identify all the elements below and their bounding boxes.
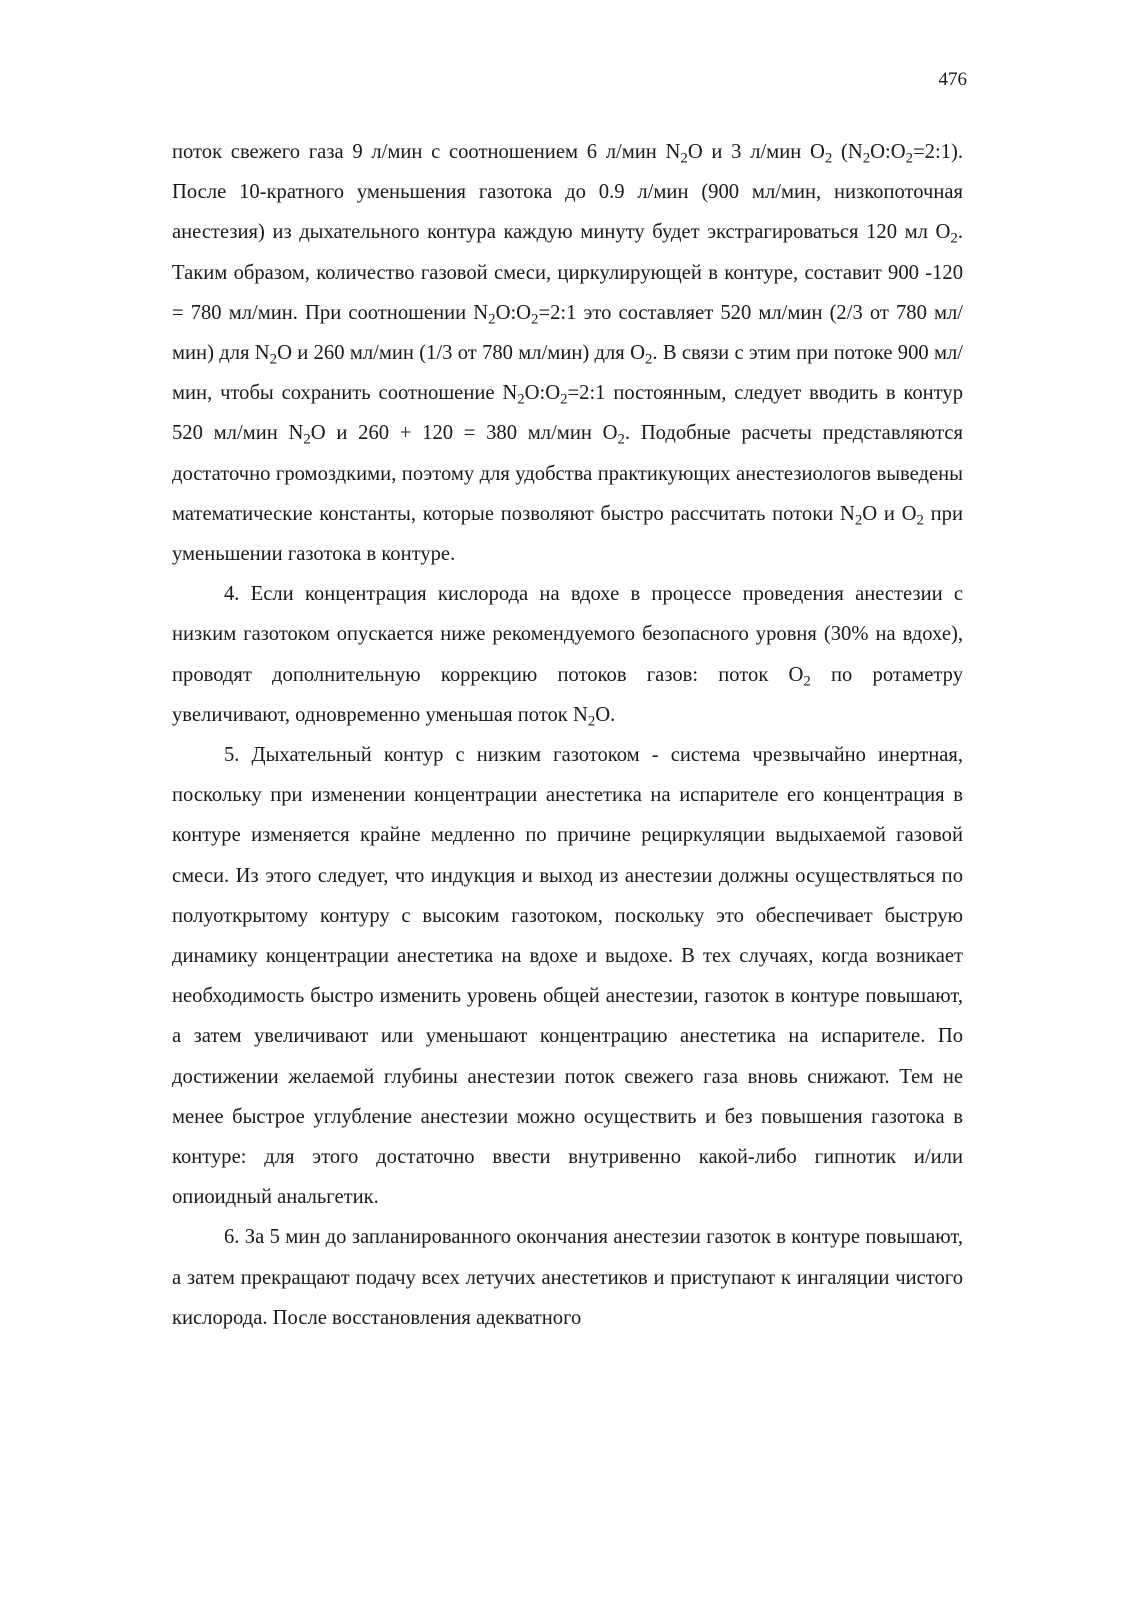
paragraph-gas-flow-calculation <box>172 132 963 574</box>
subscript-text: 2 <box>680 150 688 167</box>
text-run: O и O <box>862 502 917 525</box>
text-run: O:O <box>495 301 532 324</box>
text-run: 5. Дыхательный контур с низким газотоком - система чрезвычайно инертная, поскольку при изменении концентрации анестетика на испарителе его концентрация в контуре изменяется крайне медленно по причине рециркуляции выдыхаемой газовой смеси. Из этого следует, что индукция и выход из анестезии должны осуществляться по полуоткрытому контуру с высоким газотоком, поскольку это обеспечивает быструю динамику концентрации анестетика на вдохе и выдохе. В тех случаях, когда возникает необходимость быстро изменить уровень общей анестезии, газоток в контуре повышают, а затем увеличивают или уменьшают концентрацию анестетика на испарителе. По достижении желаемой глубины анестезии поток свежего газа вновь снижают. Тем не менее быстрое углубление анестезии можно осуществить и без повышения газотока в контуре: для этого достаточно ввести внутривенно какой-либо гипнотик и/или опиоидный анальгетик. <box>172 744 963 1209</box>
text-run: O и 260 + 120 = 380 мл/мин O <box>310 422 618 445</box>
page-number: 476 <box>938 69 967 90</box>
subscript-text: 2 <box>531 311 539 328</box>
text-run: O. <box>595 703 616 726</box>
text-run: . Таким образом, количество газовой смеси, циркулирующей в контуре, составит 900 -120 = 780 мл/мин. При соотношении N <box>172 221 963 324</box>
text-run: по ротаметру увеличивают, одновременно уменьшая поток N <box>172 663 963 726</box>
text-run: . В связи с этим при потоке 900 мл/мин, чтобы сохранить соотношение N <box>172 342 964 405</box>
subscript-text: 2 <box>916 512 924 529</box>
subscript-text: 2 <box>950 230 958 247</box>
subscript-text: 2 <box>303 431 311 448</box>
subscript-text: 2 <box>644 351 653 368</box>
text-run: O:O <box>524 382 561 405</box>
text-run: =2:1 постоянным, следует вводить в контур 520 мл/мин N <box>172 382 963 445</box>
paragraph-item-4-oxygen-correction <box>172 574 963 735</box>
text-run: O и 3 л/мин O <box>687 141 825 163</box>
text-run: . Подобные расчеты представляются достаточно громоздкими, поэтому для удобства практикующих анестезиологов выведены математические константы, которые позволяют быстро рассчитать потоки N <box>172 422 963 525</box>
text-run: 6. За 5 мин до запланированного окончания анестезии газоток в контуре повышают, а затем прекращают подачу всех летучих анестетиков и приступают к ингаляции чистого кислорода. После восстановления адекватного <box>172 1226 963 1329</box>
subscript-text: 2 <box>269 351 278 368</box>
subscript-text: 2 <box>862 150 871 167</box>
text-run: (N <box>832 141 863 163</box>
paragraph-item-5-circuit-inertia <box>172 735 963 1217</box>
document-body <box>172 132 963 1338</box>
subscript-text: 2 <box>905 150 914 167</box>
subscript-text: 2 <box>803 673 811 690</box>
text-run: O:O <box>870 141 906 163</box>
text-run: поток свежего газа 9 л/мин с соотношением 6 л/мин N <box>172 141 681 163</box>
text-run: 4. Если концентрация кислорода на вдохе в процессе проведения анестезии с низким газотоком опускается ниже рекомендуемого безопасного уровня (30% на вдохе), проводят дополнительную коррекцию потоков газов: поток O <box>172 583 963 686</box>
subscript-text: 2 <box>617 431 625 448</box>
subscript-text: 2 <box>560 391 568 408</box>
paragraph-item-6-end-of-anesthesia <box>172 1217 963 1338</box>
subscript-text: 2 <box>587 713 596 730</box>
text-run: O и 260 мл/мин (1/3 от 780 мл/мин) для O <box>277 342 645 365</box>
text-run: при уменьшении газотока в контуре. <box>172 502 963 566</box>
subscript-text: 2 <box>517 391 525 408</box>
text-run: =2:1). После 10-кратного уменьшения газотока до 0.9 л/мин (900 мл/мин, низкопоточная анестезия) из дыхательного контура каждую минуту будет экстрагироваться 120 мл O <box>172 141 963 244</box>
subscript-text: 2 <box>488 311 496 328</box>
subscript-text: 2 <box>824 150 833 167</box>
subscript-text: 2 <box>854 512 863 529</box>
text-run: =2:1 это составляет 520 мл/мин (2/3 от 780 мл/мин) для N <box>172 301 963 365</box>
